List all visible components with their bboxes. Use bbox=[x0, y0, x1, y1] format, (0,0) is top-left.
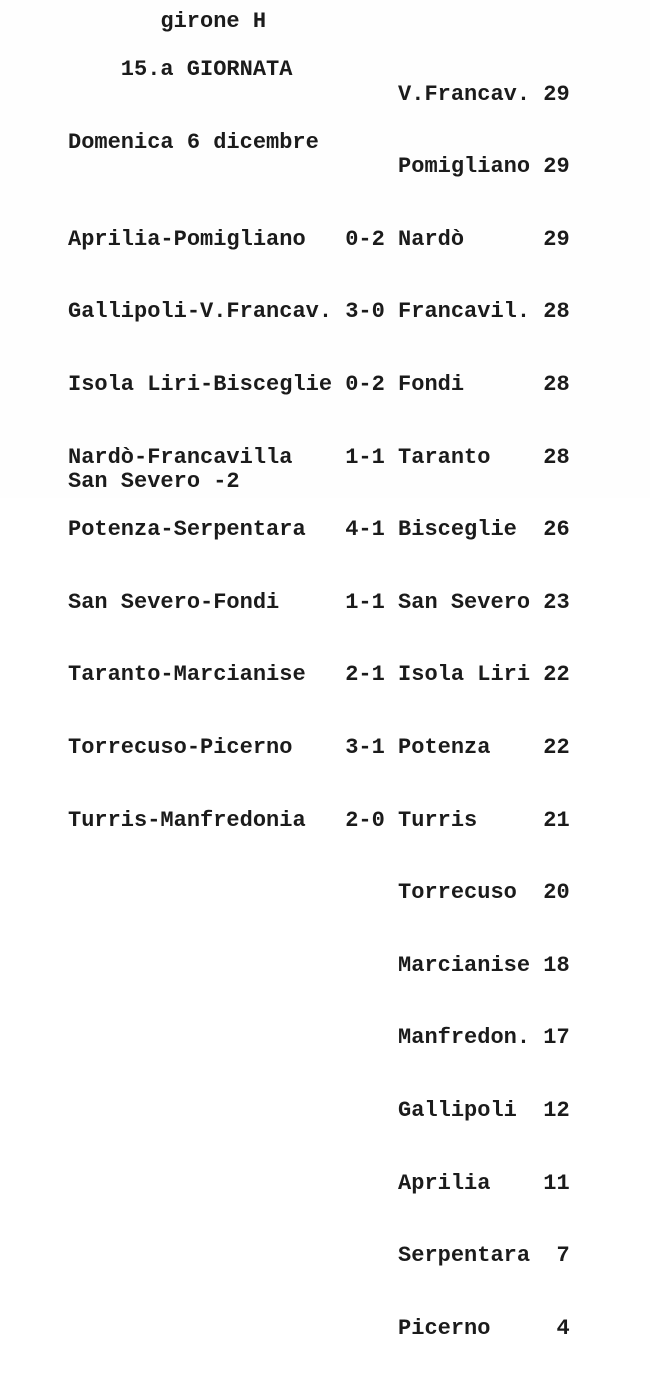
match-score: 1-1 bbox=[345, 589, 385, 615]
standings-row bbox=[398, 1099, 570, 1123]
home-team: Isola Liri bbox=[68, 371, 201, 397]
match-score: 0-2 bbox=[345, 226, 385, 252]
team-points: 7 bbox=[556, 1243, 570, 1269]
team-points: 29 bbox=[543, 226, 570, 252]
team-points: 28 bbox=[543, 299, 570, 325]
home-team: Gallipoli bbox=[68, 299, 187, 325]
team-name: Gallipoli bbox=[398, 1097, 517, 1123]
team-name: Francavil. bbox=[398, 299, 531, 325]
home-team: Nardò bbox=[68, 444, 135, 470]
team-name: Isola Liri bbox=[398, 662, 531, 688]
team-name: Nardò bbox=[398, 226, 465, 252]
team-points: 4 bbox=[556, 1315, 570, 1341]
team-name: Aprilia bbox=[398, 1170, 491, 1196]
match-score: 3-1 bbox=[345, 734, 385, 760]
home-team: Potenza bbox=[68, 517, 161, 543]
team-points: 26 bbox=[543, 517, 570, 543]
away-team: V.Francav. bbox=[200, 299, 333, 325]
standings-row bbox=[398, 736, 570, 760]
match-row bbox=[68, 373, 385, 397]
away-team: Bisceglie bbox=[213, 371, 333, 397]
group-title: girone H bbox=[160, 9, 267, 34]
standings-table bbox=[398, 34, 570, 1389]
fixture bbox=[68, 446, 345, 470]
away-team: Fondi bbox=[213, 589, 280, 615]
match-score: 0-2 bbox=[345, 371, 385, 397]
fixture bbox=[68, 373, 345, 397]
fixture bbox=[68, 809, 345, 833]
match-score: 3-0 bbox=[345, 299, 385, 325]
team-points: 29 bbox=[543, 154, 570, 180]
fixture bbox=[68, 300, 345, 324]
home-team: San Severo bbox=[68, 589, 201, 615]
team-name: V.Francav. bbox=[398, 81, 531, 107]
team-points: 28 bbox=[543, 444, 570, 470]
match-row bbox=[68, 809, 385, 833]
match-score: 4-1 bbox=[345, 517, 385, 543]
team-points: 18 bbox=[543, 952, 570, 978]
match-row bbox=[68, 663, 385, 687]
match-score: 1-1 bbox=[345, 444, 385, 470]
fixture-dash: - bbox=[134, 444, 148, 470]
penalty-note: San Severo -2 bbox=[68, 468, 240, 494]
match-row bbox=[68, 446, 385, 470]
fixture bbox=[68, 736, 345, 760]
away-team: Francavilla bbox=[147, 444, 293, 470]
fixture bbox=[68, 518, 345, 542]
team-points: 17 bbox=[543, 1025, 570, 1051]
team-name: Taranto bbox=[398, 444, 491, 470]
standings-row bbox=[398, 83, 570, 107]
match-row bbox=[68, 228, 385, 252]
team-name: Pomigliano bbox=[398, 154, 531, 180]
standings-row bbox=[398, 1317, 570, 1341]
match-row bbox=[68, 736, 385, 760]
standings-row bbox=[398, 300, 570, 324]
team-name: Manfredon. bbox=[398, 1025, 531, 1051]
match-score: 2-0 bbox=[345, 807, 385, 833]
team-name: Turris bbox=[398, 807, 478, 833]
team-points: 22 bbox=[543, 734, 570, 760]
match-row bbox=[68, 591, 385, 615]
standings-row bbox=[398, 881, 570, 905]
fixture bbox=[68, 591, 345, 615]
fixture-dash: - bbox=[186, 734, 201, 760]
matchday-title: 15.a GIORNATA bbox=[120, 57, 293, 83]
home-team: Taranto bbox=[68, 662, 161, 688]
home-team: Torrecuso bbox=[68, 734, 187, 760]
away-team: Manfredonia bbox=[160, 807, 306, 833]
match-results-list bbox=[68, 179, 385, 881]
away-team: Pomigliano bbox=[173, 226, 306, 252]
standings-row bbox=[398, 155, 570, 179]
team-name: Bisceglie bbox=[398, 517, 517, 543]
standings-row bbox=[398, 591, 570, 615]
standings-row bbox=[398, 809, 570, 833]
standings-row bbox=[398, 1172, 570, 1196]
team-name: Picerno bbox=[398, 1315, 491, 1341]
team-name: Serpentara bbox=[398, 1243, 531, 1269]
standings-row bbox=[398, 663, 570, 687]
match-row bbox=[68, 300, 385, 324]
standings-row bbox=[398, 446, 570, 470]
home-team: Turris bbox=[68, 807, 148, 833]
standings-row bbox=[398, 518, 570, 542]
fixture-dash: - bbox=[160, 662, 174, 688]
team-name: San Severo bbox=[398, 589, 531, 615]
fixture-dash: - bbox=[160, 517, 174, 543]
standings-row bbox=[398, 954, 570, 978]
team-points: 22 bbox=[543, 662, 570, 688]
away-team: Serpentara bbox=[173, 517, 306, 543]
standings-row bbox=[398, 1026, 570, 1050]
standings-row bbox=[398, 228, 570, 252]
fixture bbox=[68, 663, 345, 687]
away-team: Picerno bbox=[200, 734, 293, 760]
fixture-dash: - bbox=[186, 299, 201, 325]
home-team: Aprilia bbox=[68, 226, 161, 252]
team-name: Fondi bbox=[398, 371, 465, 397]
team-points: 23 bbox=[543, 589, 570, 615]
date-line: Domenica 6 dicembre bbox=[68, 130, 319, 155]
team-points: 11 bbox=[543, 1170, 570, 1196]
fixture-dash: - bbox=[147, 807, 161, 833]
team-points: 12 bbox=[543, 1097, 570, 1123]
team-points: 28 bbox=[543, 371, 570, 397]
match-score: 2-1 bbox=[345, 662, 385, 688]
team-name: Torrecuso bbox=[398, 880, 517, 906]
match-row bbox=[68, 518, 385, 542]
standings-row bbox=[398, 373, 570, 397]
standings-row bbox=[398, 1244, 570, 1268]
fixture-dash: - bbox=[200, 371, 214, 397]
fixture-dash: - bbox=[160, 226, 174, 252]
fixture-dash: - bbox=[200, 589, 214, 615]
team-name: Potenza bbox=[398, 734, 491, 760]
team-name: Marcianise bbox=[398, 952, 531, 978]
team-points: 20 bbox=[543, 880, 570, 906]
fixture bbox=[68, 228, 345, 252]
team-points: 21 bbox=[543, 807, 570, 833]
away-team: Marcianise bbox=[173, 662, 306, 688]
team-points: 29 bbox=[543, 81, 570, 107]
